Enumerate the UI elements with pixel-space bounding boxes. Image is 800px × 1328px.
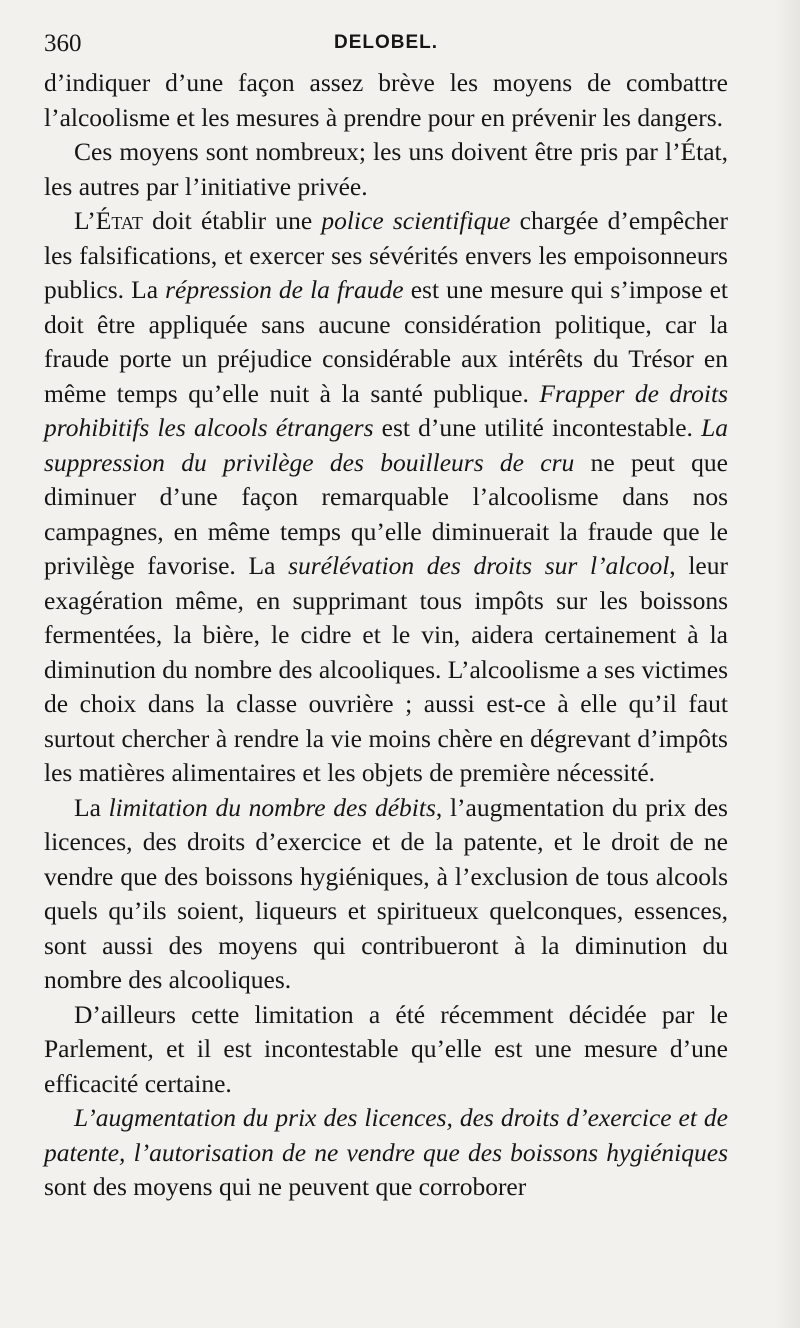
text-run: , leur exagération même, en supprimant tous impôts sur les boissons fermentées, la bière, le cidre et le vin, aidera certainement à la diminution du nombre des alcooliques. L’alcoolisme a ses victimes de choix dans la classe ouvrière ; aussi est-ce à elle qu’il faut surtout chercher à rendre la vie moins chère en dégrevant d’impôts les matières alimentaires et les objets de première nécessité.: [44, 551, 728, 787]
paragraph-5: [44, 998, 728, 1102]
text-run: est une mesure qui s’impose et doit être appliquée sans aucune considération politique, car la fraude porte un préjudice considérable aux intérêts du Trésor en même temps qu’elle nuit à la santé publique.: [44, 275, 728, 408]
text-run: chargée d’empêcher les falsifications, et exercer ses sévérités envers les empoisonneurs publics. La: [44, 206, 728, 304]
italic-phrase: La suppression du privilège des bouilleurs de cru: [44, 413, 728, 477]
italic-phrase: L’augmentation du prix des licences, des droits d’exercice et de patente, l’autorisation de ne vendre que des boissons hygiéniques: [44, 1103, 728, 1167]
italic-phrase: police scientifique: [321, 206, 511, 235]
italic-phrase: Frapper de droits prohibitifs les alcools étrangers: [44, 378, 728, 442]
paragraph-2: [44, 135, 728, 204]
text-run: ne peut que diminuer d’une façon remarquable l’alcoolisme dans nos campagnes, en même temps qu’elle diminuerait la fraude que le privilège favorise. La: [44, 447, 728, 580]
paragraph-1: [44, 66, 728, 135]
text-run: d’indiquer d’une façon assez brève les moyens de combattre l’alcoolisme et les mesures à prendre pour en prévenir les dangers.: [44, 68, 728, 132]
text-run: est d’une utilité incontestable.: [373, 413, 702, 442]
page-header: [44, 30, 728, 66]
text-run: doit établir une: [142, 206, 322, 235]
lead-word: [74, 206, 143, 235]
paragraph-6: [44, 1101, 728, 1205]
text-run: La: [74, 792, 109, 822]
body-text: [44, 66, 728, 1205]
italic-phrase: limitation du nombre des débits: [108, 792, 436, 822]
page-number: 360: [44, 30, 82, 57]
lead-word-smallcaps: tat: [111, 206, 143, 235]
text-run: D’ailleurs cette limitation a été récemment décidée par le Parlement, et il est incontestable qu’elle est une mesure d’une efficacité certaine.: [44, 999, 728, 1098]
italic-phrase: surélévation des droits sur l’alcool: [288, 551, 670, 580]
paragraph-4: [44, 791, 728, 998]
italic-phrase: répression de la fraude: [165, 275, 404, 304]
text-run: sont des moyens qui ne peuvent que corroborer: [44, 1172, 527, 1201]
lead-word-initial: L’É: [74, 206, 112, 235]
running-head: DELOBEL.: [333, 32, 439, 53]
text-run: , l’augmentation du prix des licences, des droits d’exercice et de la patente, et le droit de ne vendre que des boissons hygiéniques, à l’exclusion de tous alcools quels qu’ils soient, liqueurs et spiritueux quelconques, essences, sont aussi des moyens qui contribueront à la diminution du nombre des alcooliques.: [44, 792, 728, 994]
paragraph-3: [44, 204, 728, 791]
text-run: Ces moyens sont nombreux; les uns doivent être pris par l’État, les autres par l’initiative privée.: [44, 137, 728, 201]
